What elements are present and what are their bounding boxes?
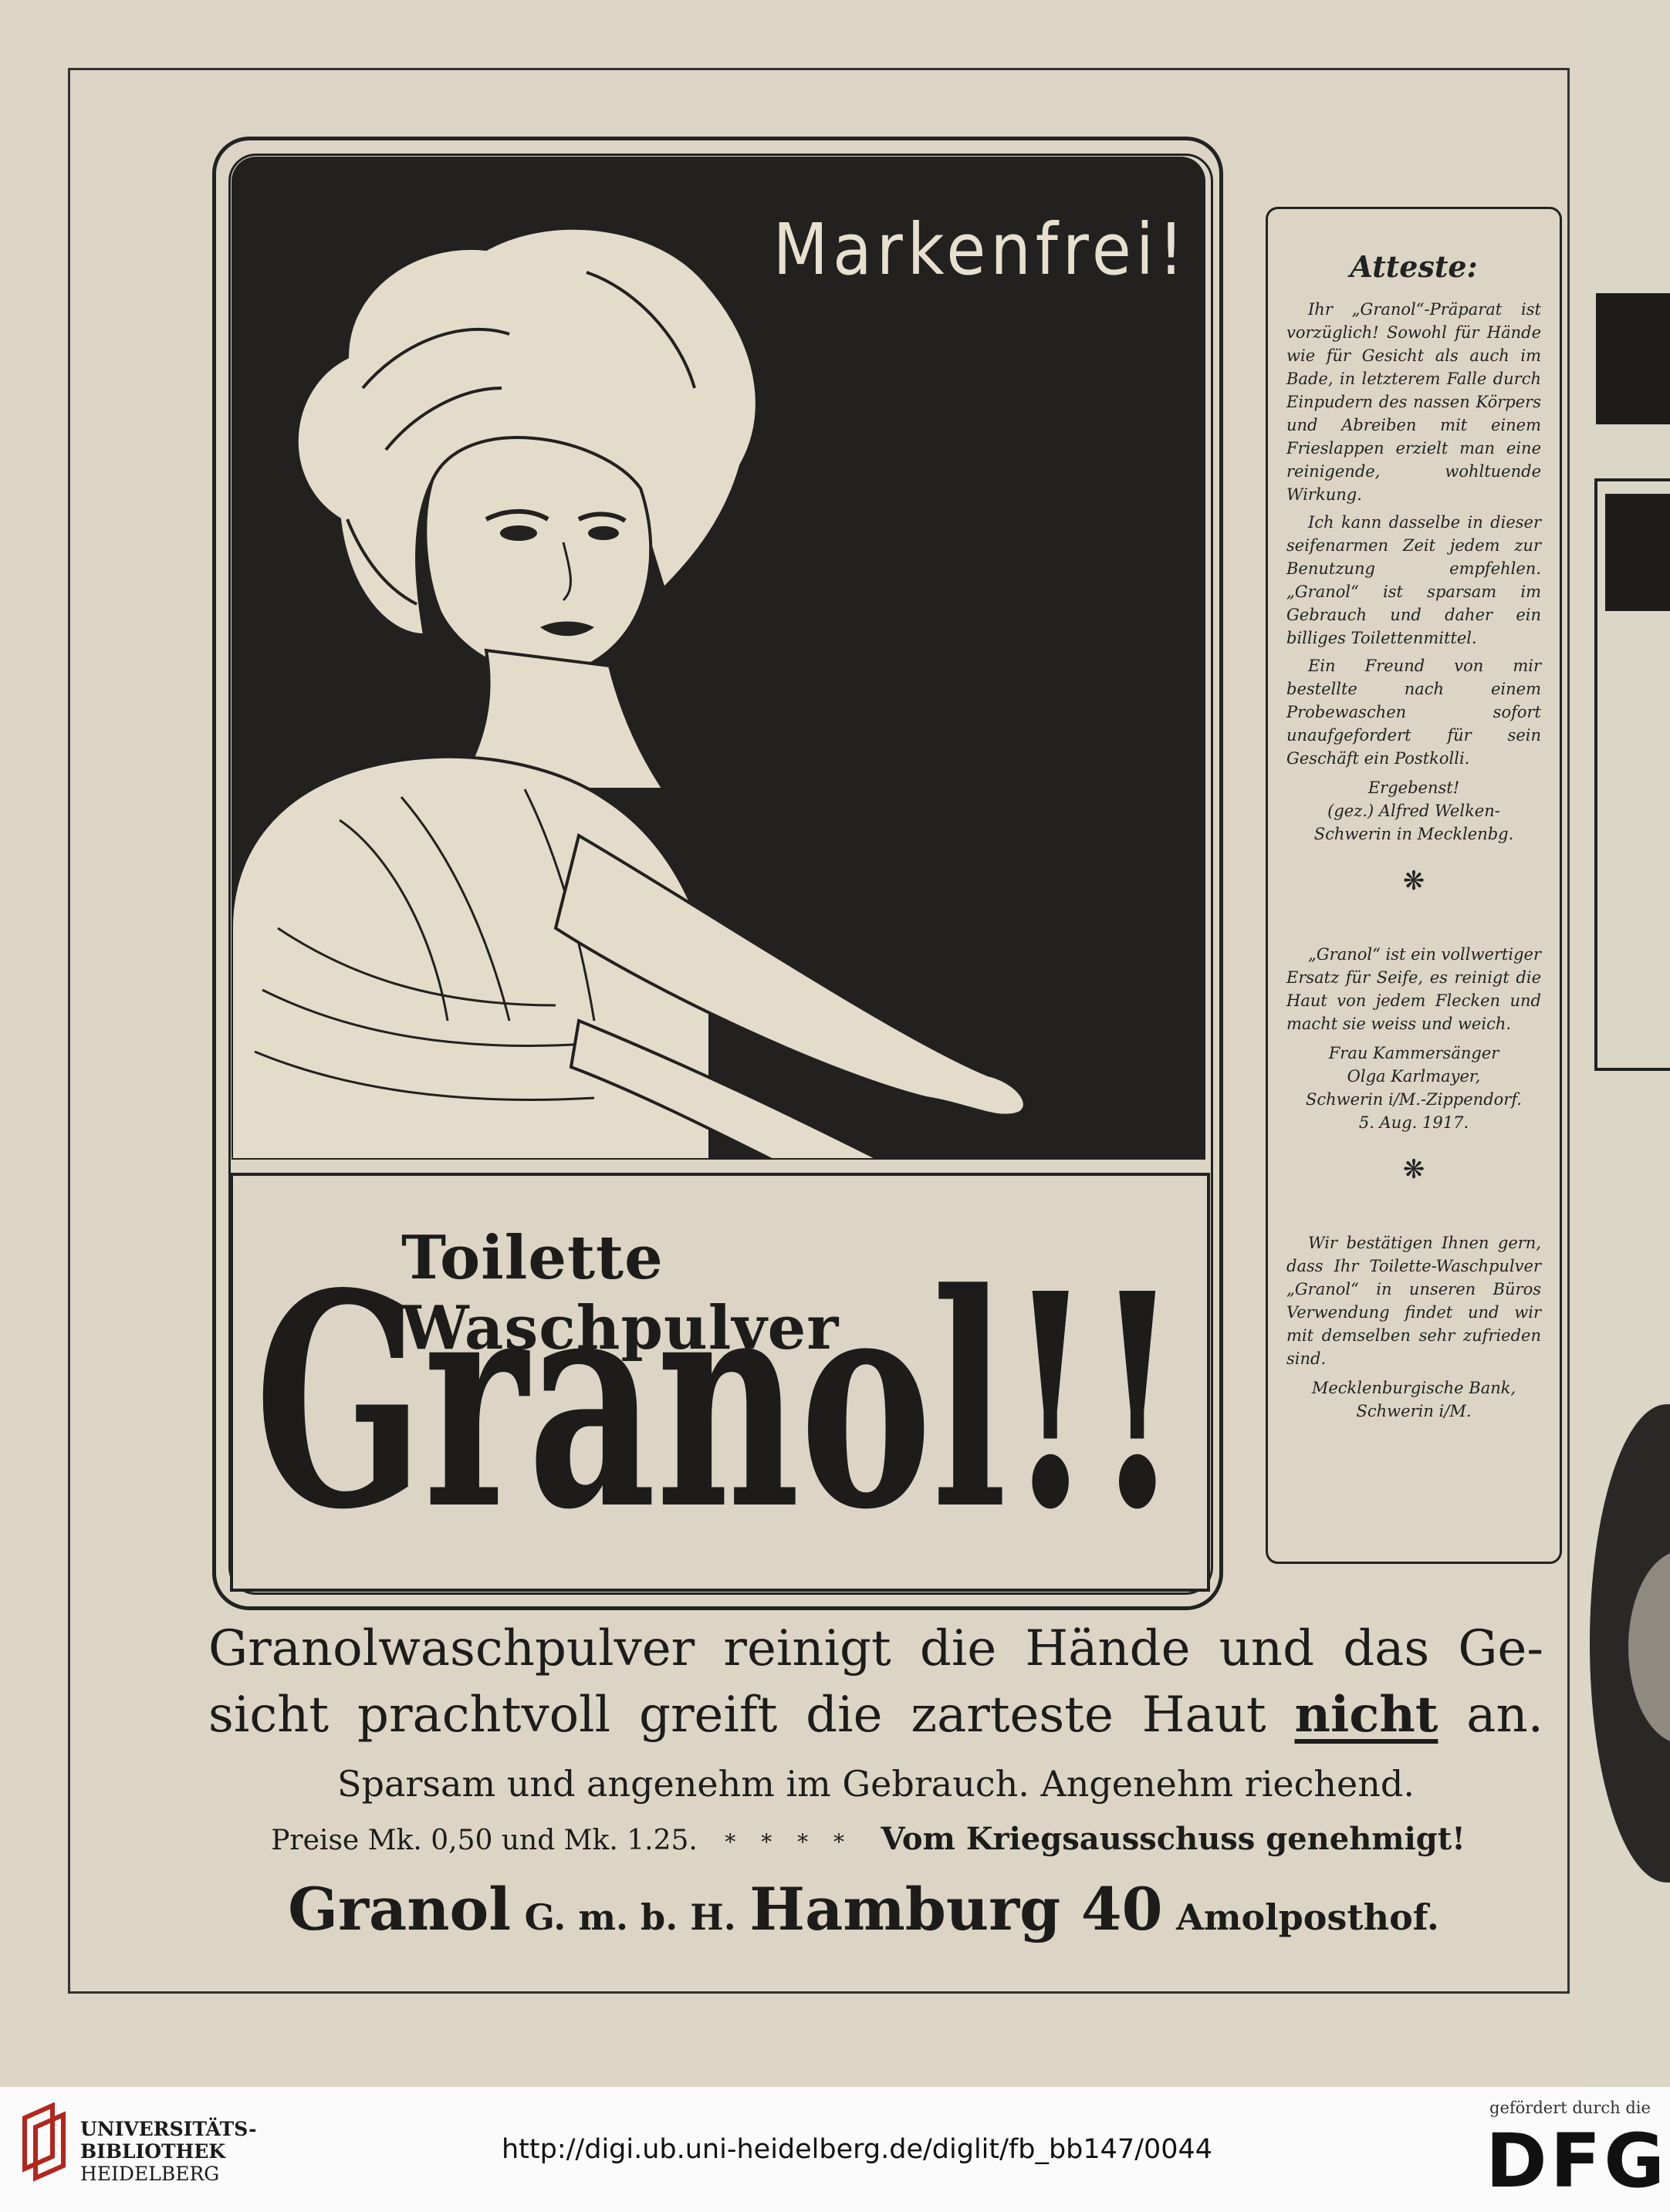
copy-line-3: Sparsam und angenehm im Gebrauch. Angenehm riechend. xyxy=(337,1763,1415,1805)
testimonial-3 xyxy=(1286,1231,1541,1370)
woman-illustration xyxy=(232,157,1205,1160)
company-city: Hamburg 40 xyxy=(749,1875,1163,1944)
testimonials-box xyxy=(1266,207,1562,1564)
copy-line-2 xyxy=(208,1686,1543,1744)
testimonial-2-paragraph: „Granol“ ist ein vollwertiger Ersatz für Seife, es reinigt die Haut von jedem Flecken und macht sie weiss und weich. xyxy=(1286,945,1541,1033)
copy-line-2-end: an. xyxy=(1466,1687,1543,1744)
signature-line: Schwerin i/M. xyxy=(1356,1402,1472,1420)
rosette-divider-icon: ❋ xyxy=(1402,1154,1425,1185)
testimonial-3-paragraph: Wir bestätigen Ihnen gern, dass Ihr Toilette-Waschpulver „Granol“ in unseren Büros Verwendung findet und wir mit demselben sehr zufrieden sind. xyxy=(1286,1234,1541,1368)
library-name-line: HEIDELBERG xyxy=(80,2163,220,2185)
signature-line: Olga Karlmayer, xyxy=(1347,1067,1481,1086)
product-subline: Toilette Waschpulver xyxy=(401,1223,840,1363)
university-library-logo-icon xyxy=(22,2102,71,2187)
testimonial-1-signature xyxy=(1286,776,1541,846)
testimonial-1-paragraph: Ich kann dasselbe in dieser seifenarmen Zeit jedem zur Benutzung empfehlen. „Granol“ ist sparsam im Gebrauch und daher ein billiges Toilettenmittel. xyxy=(1286,513,1541,647)
funded-by-label: gefördert durch die xyxy=(1489,2099,1651,2117)
approval-note: Vom Kriegsausschuss genehmigt! xyxy=(881,1821,1465,1857)
testimonial-2 xyxy=(1286,943,1541,1035)
university-library-name xyxy=(80,2118,257,2185)
testimonial-2-signature xyxy=(1286,1042,1541,1134)
company-line xyxy=(232,1875,1505,1944)
testimonial-1 xyxy=(1286,298,1541,770)
signature-line: Mecklenburgische Bank, xyxy=(1311,1379,1516,1397)
permalink-url[interactable]: http://digi.ub.uni-heidelberg.de/diglit/fb_bb147/0044 xyxy=(502,2134,1213,2165)
testimonial-1-paragraph: Ihr „Granol“-Präparat ist vorzüglich! Sowohl für Hände wie für Gesicht als auch im Bade, in letzterem Falle durch Einpudern des nassen Körpers und Abreiben mit einem Frieslappen erzielt man eine reinigende, wohltuende Wirkung. xyxy=(1286,300,1541,504)
copy-line-2-start: sicht prachtvoll greift die zarteste Haut xyxy=(208,1687,1266,1744)
adjacent-page-ad xyxy=(1605,494,1670,611)
copy-emphasis-nicht: nicht xyxy=(1294,1686,1438,1744)
signature-line: Schwerin in Mecklenbg. xyxy=(1313,825,1514,843)
signature-line: Ergebenst! xyxy=(1367,778,1460,797)
rosette-divider-icon: ❋ xyxy=(1402,866,1425,897)
price-line xyxy=(232,1821,1505,1857)
star-ornament: * * * * xyxy=(725,1829,854,1855)
testimonial-1-paragraph: Ein Freund von mir bestellte nach einem Probewaschen sofort unaufgefordert für sein Geschäft ein Postkolli. xyxy=(1286,657,1541,768)
testimonial-3-signature xyxy=(1286,1376,1541,1423)
signature-line: Schwerin i/M.-Zippendorf. xyxy=(1305,1090,1523,1109)
company-address: Amolposthof. xyxy=(1176,1896,1439,1938)
library-name-line: UNIVERSITÄTS- xyxy=(80,2118,257,2140)
adjacent-page-band xyxy=(1596,293,1670,424)
company-form: G. m. b. H. xyxy=(524,1896,736,1938)
prices: Preise Mk. 0,50 und Mk. 1.25. xyxy=(271,1825,698,1856)
markenfrei-badge: Markenfrei! xyxy=(772,208,1188,291)
library-name-line: BIBLIOTHEK xyxy=(80,2140,226,2163)
signature-line: Frau Kammersänger xyxy=(1328,1044,1499,1062)
dfg-logo: DFG xyxy=(1486,2118,1668,2204)
granol-wordmark xyxy=(247,1273,1196,1528)
company-name: Granol xyxy=(288,1875,512,1944)
adjacent-page xyxy=(1582,0,1670,2087)
signature-line: (gez.) Alfred Welken- xyxy=(1327,802,1500,820)
signature-line: 5. Aug. 1917. xyxy=(1358,1113,1469,1132)
testimonials-title: Atteste: xyxy=(1350,249,1478,284)
copy-line-1: Granolwaschpulver reinigt die Hände und das Ge- xyxy=(208,1620,1543,1677)
wordmark-text: Granol!! xyxy=(255,1273,1181,1528)
